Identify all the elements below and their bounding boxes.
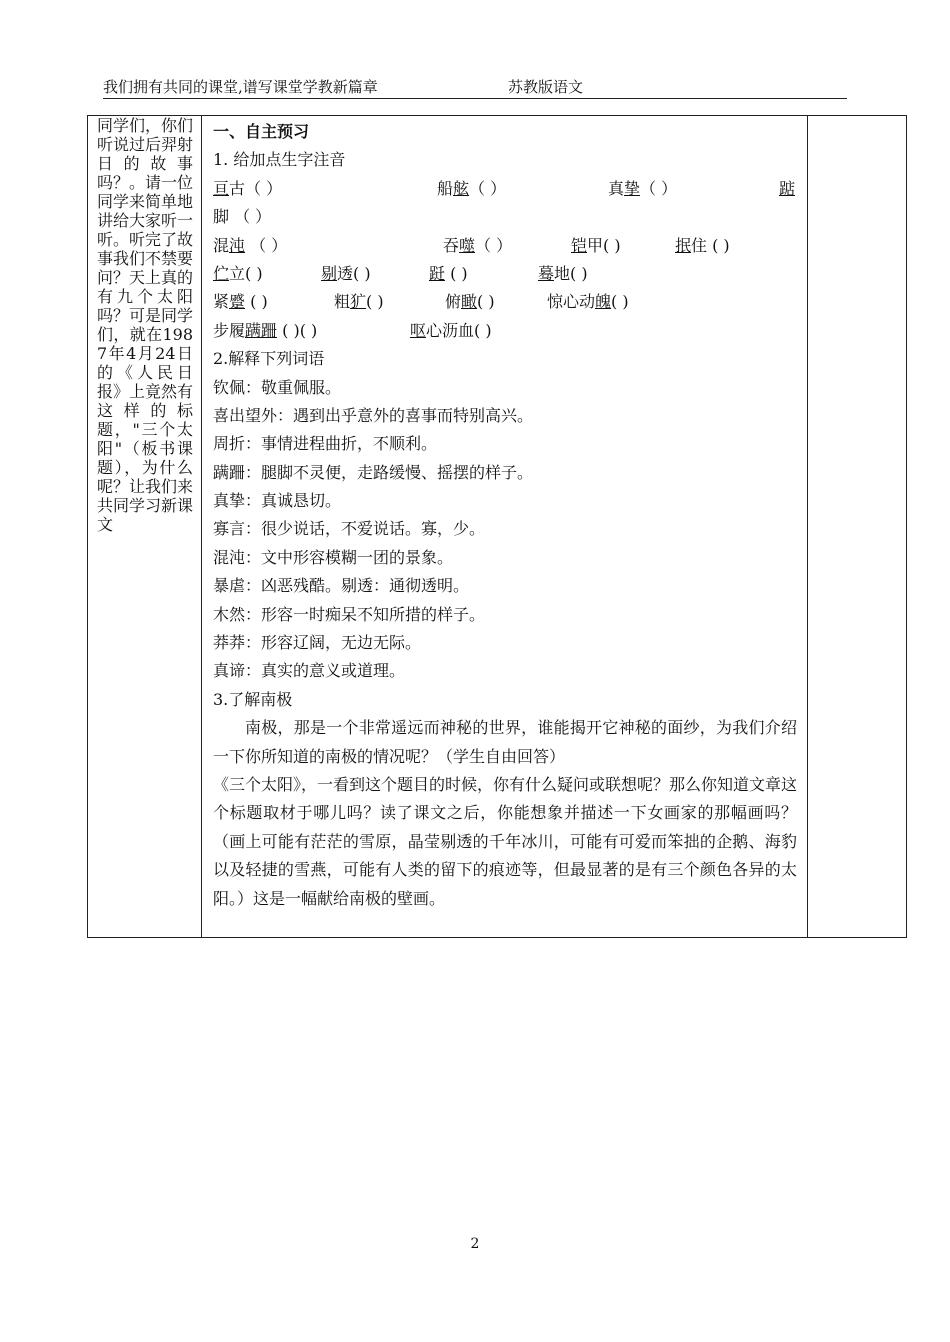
pinyin-row-1 [213,175,797,203]
section1-title: 一、自主预习 [213,122,310,141]
pinyin-item: 紧蹙 ( ) [213,292,268,312]
pinyin-item: 亘古（ ） [213,178,283,198]
header-title: 我们拥有共同的课堂,谱写课堂学教新篇章 [103,78,378,96]
definition-item: 混沌：文中形容模糊一团的景象。 [213,547,454,567]
pinyin-item: 踮 [779,178,796,198]
pinyin-item: 混沌 （ ） [213,235,288,255]
pinyin-item: 抿住 ( ) [675,235,730,255]
header-subject: 苏教版语文 [508,78,584,96]
definition-item: 暴虐：凶恶残酷。剔透：通彻透明。 [213,576,470,596]
intro-column [88,116,202,937]
definition-item: 周折：事情进程曲折，不顺利。 [213,434,438,454]
content-column [202,116,808,937]
pinyin-item: 蓦地( ) [538,263,588,283]
pinyin-row-1b: 脚 （ ） [213,207,272,227]
pinyin-item: 吞噬（ ） [443,235,513,255]
pinyin-item: 船舷（ ） [437,178,507,198]
pinyin-item: 惊心动魄( ) [547,292,629,312]
pinyin-row-2 [213,232,797,260]
definition-item: 钦佩：敬重佩服。 [213,377,342,397]
lesson-table [87,115,907,938]
pinyin-item: 真挚（ ） [608,178,678,198]
pinyin-item: 剔透( ) [321,263,371,283]
page-header [103,76,847,99]
section1-question: 1. 给加点生字注音 [213,150,346,170]
pinyin-row-5 [213,317,797,345]
definition-item: 木然：形容一时痴呆不知所措的样子。 [213,604,486,624]
section3-title: 3.了解南极 [213,689,293,709]
definition-item: 寡言：很少说话，不爱说话。寡，少。 [213,519,486,539]
pinyin-item: 步履蹒跚 ( )( ) [213,320,318,340]
intro-text: 同学们，你们听说过后羿射日的故事吗？。请一位同学来简单地讲给大家听一听。听完了故事我们不禁要问？天上真的有九个太阳吗？可是同学们，就在1987年4月24日的《人民日报》上竟然有这样的标题，"三个太阳"（板书课题），为什么呢？让我们来共同学习新课文 [97,116,194,534]
pinyin-item: 呕心沥血( ) [410,320,492,340]
antarctic-paragraph-2: 《三个太阳》，一看到这个题目的时候，你有什么疑问或联想呢？那么你知道文章这个标题取材于哪儿吗？读了课文之后，你能想象并描述一下女画家的那幅画吗？（画上可能有茫茫的雪原，晶莹剔透的千年冰川，可能有可爱而笨拙的企鹅、海豹以及轻捷的雪燕，可能有人类的留下的痕迹等，但最显著的是有三个颜色各异的太阳。）这是一幅献给南极的壁画。 [213,775,798,908]
pinyin-row-4 [213,288,797,316]
pinyin-item: 俯瞰( ) [445,292,495,312]
definition-item: 真挚：真诚恳切。 [213,491,342,511]
page-number: 2 [470,1236,480,1252]
pinyin-item: 跹 ( ) [429,263,468,283]
definition-item: 喜出望外：遇到出乎意外的喜事而特别高兴。 [213,405,534,425]
pinyin-item: 粗犷( ) [334,292,384,312]
antarctic-paragraph-1: 南极，那是一个非常遥远而神秘的世界，谁能揭开它神秘的面纱，为我们介绍一下你所知道的南极的情况呢？（学生自由回答） [213,718,797,766]
pinyin-item: 铠甲( ) [571,235,621,255]
definition-item: 蹒跚：腿脚不灵便，走路缓慢、摇摆的样子。 [213,462,534,482]
pinyin-row-3 [213,260,797,288]
definition-item: 真谛：真实的意义或道理。 [213,661,406,681]
pinyin-item: 伫立( ) [213,263,263,283]
section2-title: 2.解释下列词语 [213,349,325,369]
definition-item: 莽莽：形容辽阔，无边无际。 [213,633,422,653]
notes-column [808,116,907,937]
